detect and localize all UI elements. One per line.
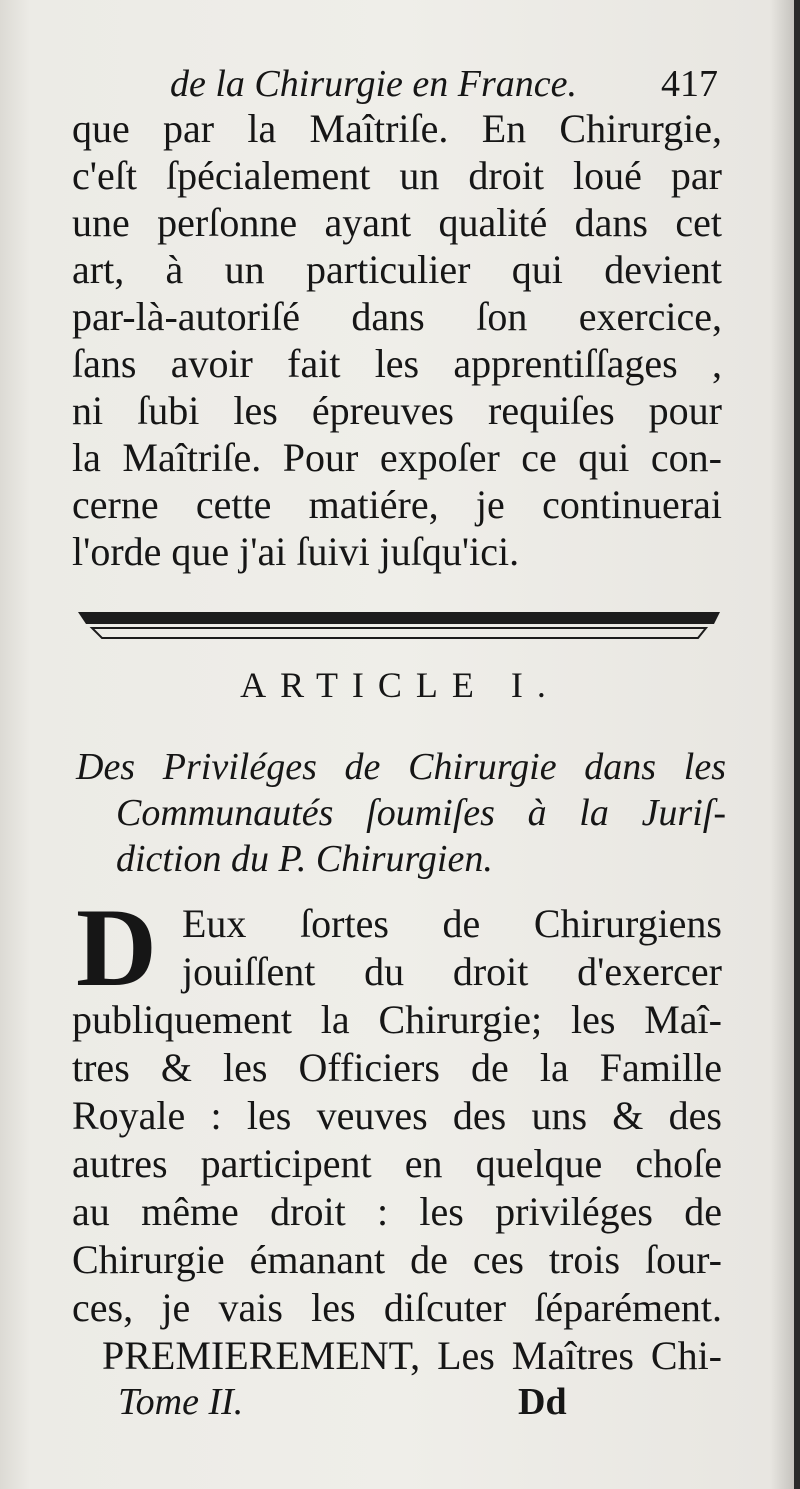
text-line: l'orde que j'ai ſuivi juſqu'ici. (72, 529, 520, 574)
text-line: c'eſt ſpécialement un droit loué par (72, 153, 722, 198)
article-subtitle (76, 744, 726, 882)
text-line: cerne cette matiére, je continuerai (72, 482, 722, 527)
text-line: Chirurgie émanant de ces trois ſour- (72, 1237, 722, 1282)
text-line: une perſonne ayant qualité dans cet (72, 200, 722, 245)
text-line: tres & les Officiers de la Famille (72, 1045, 722, 1090)
paragraph-2 (72, 886, 722, 1380)
text-line: ni ſubi les épreuves requiſes pour (72, 388, 722, 433)
text-line: ces, je vais les diſcuter ſéparément. (72, 1285, 722, 1330)
text-line: art, à un particulier qui devient (72, 247, 722, 292)
paragraph-1 (72, 105, 722, 575)
running-title: de la Chirurgie en France. (170, 63, 578, 105)
text-line: ſans avoir fait les apprentiſſages , (72, 341, 722, 386)
decorative-rule (78, 608, 720, 642)
text-line: autres participent en quelque choſe (72, 1141, 722, 1186)
subtitle-line: Communautés ſoumiſes à la Juriſ- (116, 792, 726, 834)
drop-cap: D (76, 886, 157, 1010)
volume-label: Tome II. (118, 1381, 244, 1423)
page-number: 417 (661, 63, 718, 105)
running-header (170, 62, 730, 106)
text-line: PREMIEREMENT, Les Maîtres Chi- (102, 1333, 722, 1378)
article-heading: ARTICLE I. (240, 665, 560, 705)
text-line: la Maîtriſe. Pour expoſer ce qui con- (72, 435, 722, 480)
text-line: jouiſſent du droit d'exercer (182, 949, 722, 994)
page-edge (794, 0, 800, 1489)
text-line: publiquement la Chirurgie; les Maî- (72, 997, 722, 1042)
text-line: que par la Maîtriſe. En Chirurgie, (72, 106, 722, 151)
text-line: par-là-autoriſé dans ſon exercice, (72, 294, 722, 339)
text-line: Royale : les veuves des uns & des (72, 1093, 722, 1138)
subtitle-line: Des Priviléges de Chirurgie dans les (76, 746, 726, 788)
text-line: Eux ſortes de Chirurgiens (182, 901, 722, 946)
page-footer (118, 1380, 618, 1426)
subtitle-line: diction du P. Chirurgien. (116, 838, 493, 880)
signature-mark: Dd (518, 1381, 567, 1423)
text-line: au même droit : les priviléges de (72, 1189, 722, 1234)
